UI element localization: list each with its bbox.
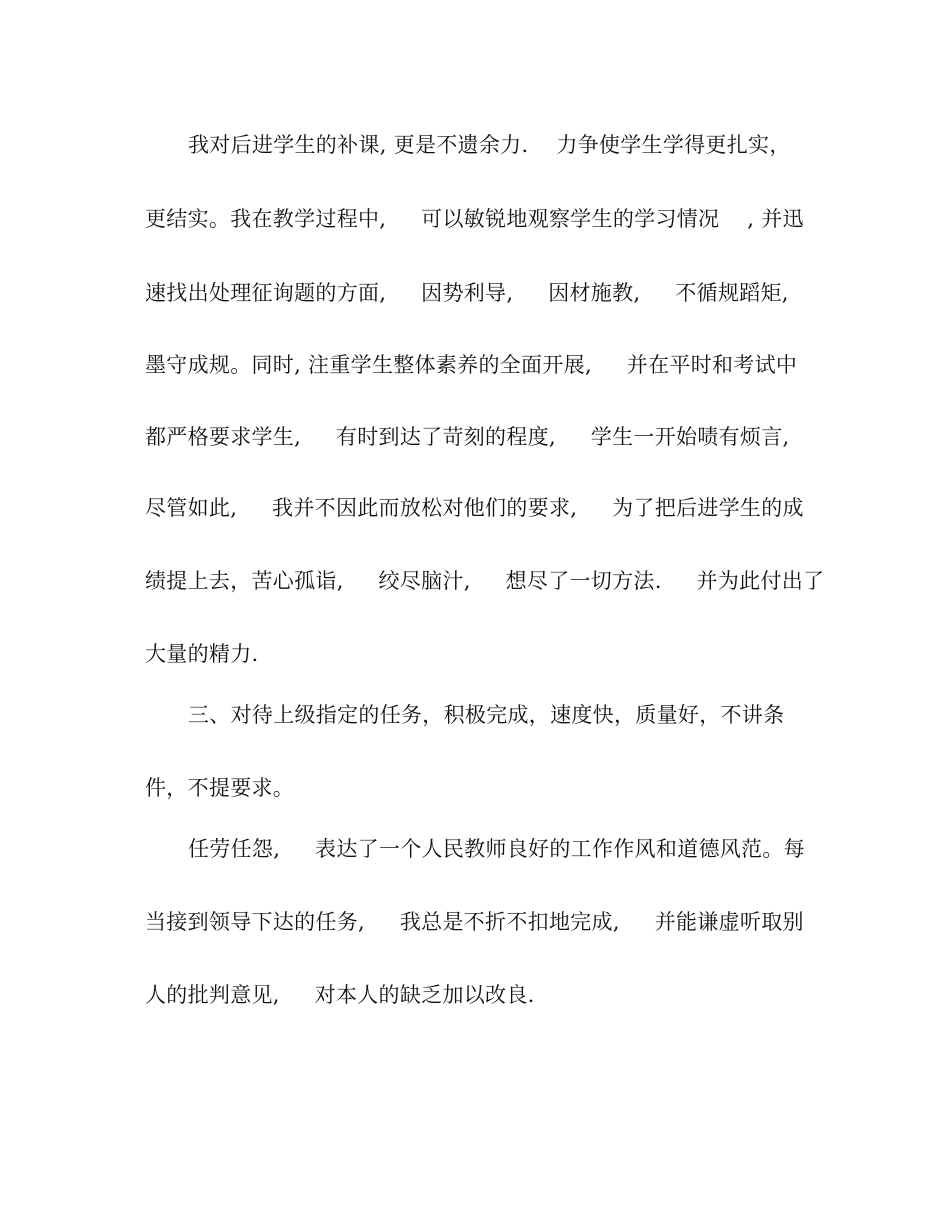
- paragraph-line: 大量的精力.: [145, 642, 259, 666]
- section-heading-line: 件，不提要求。: [145, 776, 295, 800]
- paragraph-line: 墨守成规。同时, 注重学生整体素养的全面开展, 并在平时和考试中: [145, 353, 798, 377]
- paragraph-line: 都严格要求学生, 有时到达了苛刻的程度, 学生一开始啧有烦言,: [145, 425, 790, 449]
- paragraph-line: 绩提上去，苦心孤诣, 绞尽脑汁, 想尽了一切方法. 并为此付出了: [145, 569, 825, 593]
- paragraph-line: 人的批判意见, 对本人的缺乏加以改良.: [145, 983, 535, 1007]
- paragraph-line: 尽管如此, 我并不因此而放松对他们的要求, 为了把后进学生的成: [145, 496, 804, 520]
- section-heading-line: 三、对待上级指定的任务，积极完成，速度快，质量好，不讲条: [188, 703, 785, 727]
- paragraph-line: 我对后进学生的补课, 更是不遗余力. 力争使学生学得更扎实，: [188, 133, 791, 157]
- paragraph-line: 当接到领导下达的任务, 我总是不折不扣地完成, 并能谦虚听取别: [145, 910, 804, 934]
- paragraph-line: 任劳任怨, 表达了一个人民教师良好的工作作风和道德风范。每: [188, 837, 805, 861]
- paragraph-line: 速找出处理征询题的方面, 因势利导, 因材施教, 不循规蹈矩,: [145, 281, 789, 305]
- paragraph-line: 更结实。我在教学过程中, 可以敏锐地观察学生的学习情况 , 并迅: [145, 207, 804, 231]
